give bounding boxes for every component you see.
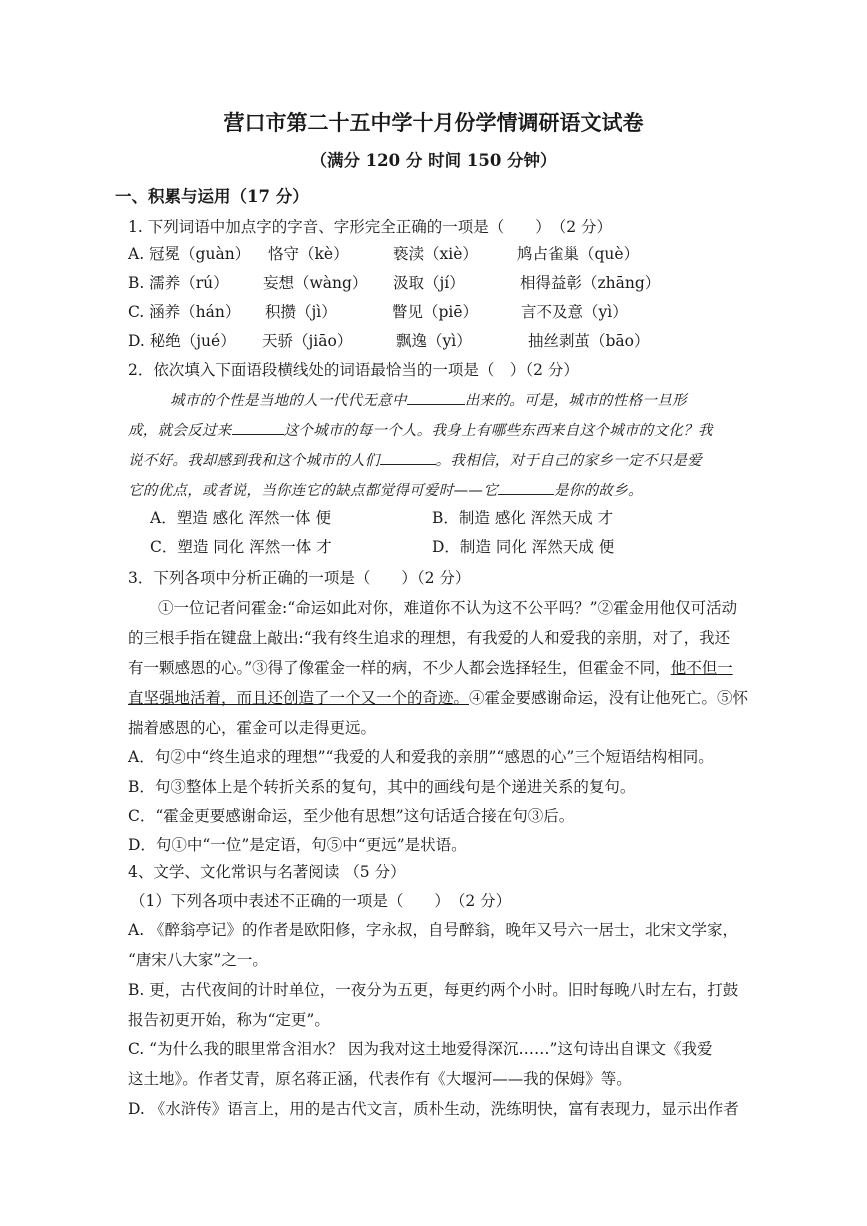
passage-line [170, 390, 687, 411]
option-item: 恪守（kè） [268, 245, 349, 263]
question-4-option-a: A. 《醉翁亭记》的作者是欧阳修，字永叔，自号醉翁，晚年又号六一居士，北宋文学家， [128, 921, 739, 939]
question-3-option-b: B．句③整体上是个转折关系的复句，其中的画线句是个递进关系的复句。 [128, 778, 636, 796]
question-2-option-b: B．制造 感化 浑然天成 才 [432, 509, 614, 527]
fill-blank[interactable] [498, 480, 554, 495]
option-item: C. 涵养（hán） [128, 303, 241, 321]
underlined-sentence: 直坚强地活着，而且还创造了一个又一个的奇迹。 [128, 689, 470, 707]
question-4-option-c: C. “为什么我的眼里常含泪水？ 因为我对这土地爱得深沉……”这句诗出自课文《我爱 [128, 1040, 713, 1058]
passage-text: 有一颗感恩的心。”③得了像霍金一样的病，不少人都会选择轻生，但霍金不同， [128, 659, 671, 677]
passage-line [128, 420, 713, 441]
option-item: 瞥见（piē） [392, 303, 479, 321]
question-2-option-a: A．塑造 感化 浑然一体 便 [150, 509, 331, 527]
option-item: A. 冠冕（guàn） [128, 245, 251, 263]
question-3-option-d: D．句①中“一位”是定语，句⑤中“更远”是状语。 [128, 836, 467, 854]
question-4-option-a-cont: “唐宋八大家”之一。 [128, 951, 268, 969]
option-item: 鸠占雀巢（què） [517, 245, 640, 263]
fill-blank[interactable] [232, 420, 284, 435]
exam-title: 营口市第二十五中学十月份学情调研语文试卷 [223, 110, 644, 135]
question-4-option-b-cont: 报告初更开始，称为“定更”。 [128, 1011, 330, 1029]
question-2-stem: 2．依次填入下面语段横线处的词语最恰当的一项是（ ）（2 分） [128, 361, 579, 379]
passage-line [128, 450, 702, 471]
fill-blank[interactable] [407, 390, 465, 405]
underlined-sentence: 他不但一 [670, 659, 733, 677]
question-3-passage-line: 揣着感恩的心，霍金可以走得更远。 [128, 719, 377, 737]
question-4-option-c-cont: 这土地》。作者艾青，原名蒋正涵，代表作有《大堰河——我的保姆》等。 [128, 1070, 632, 1088]
option-item: 天骄（jiāo） [262, 332, 353, 350]
option-item: 积攒（jì） [265, 303, 337, 321]
passage-text: 说不好。我却感到我和这个城市的人们 [128, 453, 380, 469]
option-item: 汲取（jí） [393, 274, 465, 292]
question-3-passage-line [128, 658, 733, 678]
question-1-stem: 1. 下列词语中加点字的字音、字形完全正确的一项是（ ） （2 分） [128, 218, 613, 236]
passage-text: 出来的。可是，城市的性格一旦形 [464, 393, 687, 409]
question-4-stem: 4、文学、文化常识与名著阅读 （5 分） [128, 863, 406, 881]
option-item: D. 秘绝（jué） [128, 332, 236, 350]
question-4-option-d: D. 《水浒传》语言上，用的是古代文言，质朴生动，洗练明快，富有表现力，显示出作者 [128, 1100, 739, 1118]
question-4-option-b: B. 更，古代夜间的计时单位，一夜分为五更，每更约两个小时。旧时每晚八时左右，打鼓 [128, 981, 739, 999]
section-heading: 一、积累与运用（17 分） [115, 187, 309, 206]
option-item: 飘逸（yì） [396, 332, 472, 350]
option-item: B. 濡养（rú） [128, 274, 229, 292]
question-3-passage-line [128, 688, 748, 708]
passage-text: 成，就会反过来 [128, 423, 232, 439]
passage-text: ④霍金要感谢命运，没有让他死亡。⑤怀 [469, 689, 749, 707]
fill-blank[interactable] [380, 450, 436, 465]
passage-text: 是你的故乡。 [554, 483, 643, 499]
passage-text: 城市的个性是当地的人一代代无意中 [170, 393, 407, 409]
question-3-option-a: A．句②中“终生追求的理想”“我爱的人和爱我的亲朋”“感恩的心”三个短语结构相同。 [128, 748, 714, 766]
question-3-stem: 3．下列各项中分析正确的一项是（ ）（2 分） [128, 569, 471, 587]
passage-text: 。我相信，对于自己的家乡一定不只是爱 [435, 453, 703, 469]
exam-subtitle: （满分 120 分 时间 150 分钟） [310, 151, 557, 170]
passage-text: 这个城市的每一个人。我身上有哪些东西来自这个城市的文化？我 [283, 423, 713, 439]
option-item: 抽丝剥茧（bāo） [528, 332, 650, 350]
option-item: 言不及意（yì） [521, 303, 628, 321]
question-3-option-c: C．“霍金更要感谢命运，至少他有思想”这句话适合接在句③后。 [128, 807, 575, 825]
question-2-option-d: D．制造 同化 浑然天成 便 [432, 538, 615, 556]
passage-text: 它的优点，或者说，当你连它的缺点都觉得可爱时——它 [128, 483, 498, 499]
option-item: 亵渎（xiè） [393, 245, 478, 263]
question-3-passage-line: ①一位记者问霍金:“命运如此对你，难道你不认为这不公平吗？”②霍金用他仅可活动 [158, 599, 738, 617]
passage-line [128, 480, 643, 501]
question-4-sub1-stem: （1）下列各项中表述不正确的一项是（ ） （2 分） [130, 892, 512, 910]
question-2-option-c: C．塑造 同化 浑然一体 才 [150, 538, 332, 556]
option-item: 相得益彰（zhāng） [520, 274, 661, 292]
option-item: 妄想（wàng） [263, 274, 368, 292]
question-3-passage-line: 的三根手指在键盘上敲出:“我有终生追求的理想，有我爱的人和爱我的亲朋，对了，我还 [128, 629, 731, 647]
